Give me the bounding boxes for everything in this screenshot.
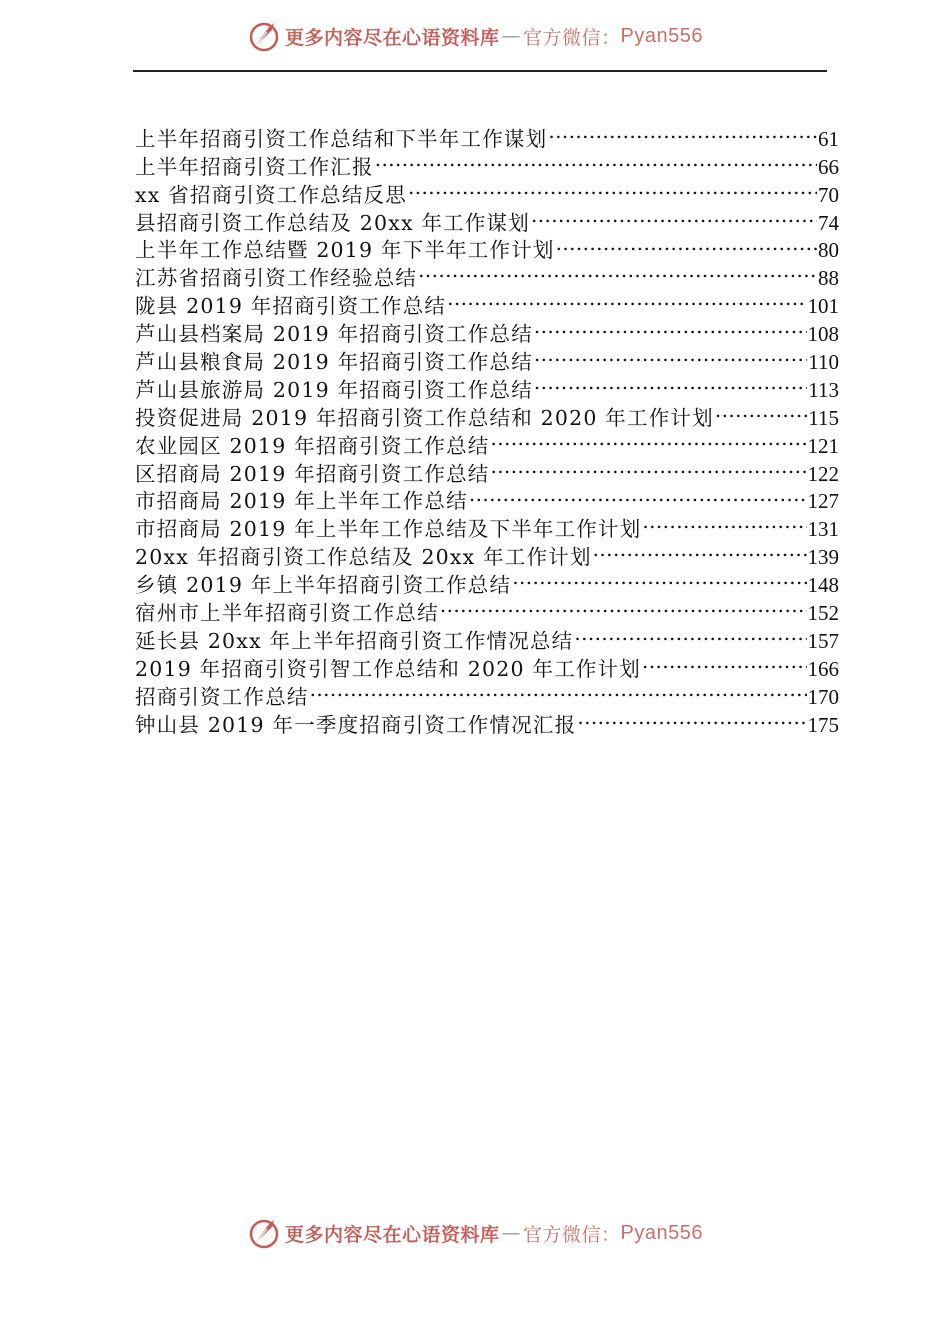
- toc-entry-title: 延长县 20xx 年上半年招商引资工作情况总结: [135, 628, 574, 653]
- toc-leader-dots: [418, 257, 817, 285]
- footer-brand: 更多内容尽在心语资料库: [285, 1223, 500, 1246]
- toc-entry-title: 投资促进局 2019 年招商引资工作总结和 2020 年工作计划: [135, 405, 714, 430]
- toc-entry-page: 80: [818, 238, 839, 263]
- toc-entry-title: 上半年招商引资工作总结和下半年工作谋划: [135, 126, 548, 151]
- toc-leader-dots: [408, 174, 817, 202]
- quill-pen-circle-icon: [247, 19, 281, 53]
- toc-entry-page: 175: [807, 712, 839, 737]
- toc-leader-dots: [469, 481, 807, 509]
- toc-leader-dots: [440, 592, 807, 620]
- toc-leader-dots: [531, 202, 817, 230]
- toc-entry-title: 区招商局 2019 年招商引资工作总结: [135, 461, 490, 486]
- toc-entry-page: 166: [807, 656, 839, 681]
- toc-leader-dots: [534, 369, 807, 397]
- toc-entry-page: 108: [807, 322, 839, 347]
- toc-leader-dots: [534, 313, 807, 341]
- table-of-contents: [135, 118, 839, 737]
- header-rule: [133, 70, 827, 72]
- toc-leader-dots: [642, 648, 807, 676]
- header-banner: [0, 14, 950, 58]
- toc-entry[interactable]: [135, 118, 839, 151]
- toc-leader-dots: [534, 341, 807, 369]
- toc-entry-title: 上半年招商引资工作汇报: [135, 154, 374, 179]
- toc-entry-title: 市招商局 2019 年上半年工作总结及下半年工作计划: [135, 517, 642, 542]
- toc-entry-title: 上半年工作总结暨 2019 年下半年工作计划: [135, 238, 555, 263]
- toc-entry-page: 110: [808, 350, 839, 375]
- toc-leader-dots: [715, 397, 807, 425]
- footer-banner: [0, 1211, 950, 1255]
- toc-entry-title: 农业园区 2019 年招商引资工作总结: [135, 433, 490, 458]
- toc-entry-page: 121: [807, 433, 839, 458]
- toc-entry-page: 157: [807, 628, 839, 653]
- toc-entry-page: 139: [807, 545, 839, 570]
- toc-entry-title: 芦山县档案局 2019 年招商引资工作总结: [135, 322, 533, 347]
- toc-entry-title: 芦山县旅游局 2019 年招商引资工作总结: [135, 377, 533, 402]
- toc-entry-title: 乡镇 2019 年上半年招商引资工作总结: [135, 573, 512, 598]
- toc-entry-title: 芦山县粮食局 2019 年招商引资工作总结: [135, 350, 533, 375]
- toc-leader-dots: [642, 508, 806, 536]
- toc-entry-page: 101: [807, 294, 839, 319]
- toc-entry-title: 20xx 年招商引资工作总结及 20xx 年工作计划: [135, 545, 592, 570]
- toc-entry-page: 70: [818, 182, 839, 207]
- header-wechat-label: 官方微信：: [523, 26, 621, 49]
- toc-entry-page: 88: [818, 266, 839, 291]
- toc-leader-dots: [447, 285, 806, 313]
- toc-entry-page: 131: [807, 517, 839, 542]
- header-account: Pyan556: [620, 24, 703, 47]
- toc-entry-title: 县招商引资工作总结及 20xx 年工作谋划: [135, 210, 530, 235]
- toc-leader-dots: [310, 676, 807, 704]
- toc-entry-title: 陇县 2019 年招商引资工作总结: [135, 294, 447, 319]
- footer-wechat-label: 官方微信：: [523, 1223, 621, 1246]
- footer-dash: —: [501, 1222, 522, 1244]
- toc-leader-dots: [548, 118, 817, 146]
- toc-leader-dots: [577, 704, 806, 732]
- header-brand: 更多内容尽在心语资料库: [285, 26, 500, 49]
- toc-entry-title: 宿州市上半年招商引资工作总结: [135, 601, 439, 626]
- toc-leader-dots: [593, 536, 807, 564]
- toc-leader-dots: [512, 564, 806, 592]
- toc-entry-page: 127: [807, 489, 839, 514]
- toc-entry-page: 115: [808, 405, 839, 430]
- toc-entry-title: 市招商局 2019 年上半年工作总结: [135, 489, 468, 514]
- quill-pen-circle-icon: [247, 1216, 281, 1250]
- toc-leader-dots: [491, 425, 807, 453]
- footer-account: Pyan556: [620, 1221, 703, 1244]
- toc-entry-page: 170: [807, 684, 839, 709]
- toc-leader-dots: [556, 230, 817, 258]
- toc-entry-page: 148: [807, 573, 839, 598]
- toc-entry-title: 2019 年招商引资引智工作总结和 2020 年工作计划: [135, 656, 641, 681]
- toc-entry-page: 66: [818, 154, 839, 179]
- toc-entry-page: 61: [818, 126, 839, 151]
- toc-entry-title: 江苏省招商引资工作经验总结: [135, 266, 418, 291]
- toc-leader-dots: [574, 620, 806, 648]
- toc-entry-page: 152: [807, 601, 839, 626]
- toc-entry-title: xx 省招商引资工作总结反思: [135, 182, 407, 207]
- toc-leader-dots: [491, 453, 807, 481]
- toc-entry-page: 122: [807, 461, 839, 486]
- toc-entry-page: 74: [818, 210, 839, 235]
- toc-entry-title: 钟山县 2019 年一季度招商引资工作情况汇报: [135, 712, 577, 737]
- toc-entry-title: 招商引资工作总结: [135, 684, 309, 709]
- toc-leader-dots: [375, 146, 817, 174]
- header-dash: —: [501, 25, 522, 47]
- toc-entry-page: 113: [808, 377, 839, 402]
